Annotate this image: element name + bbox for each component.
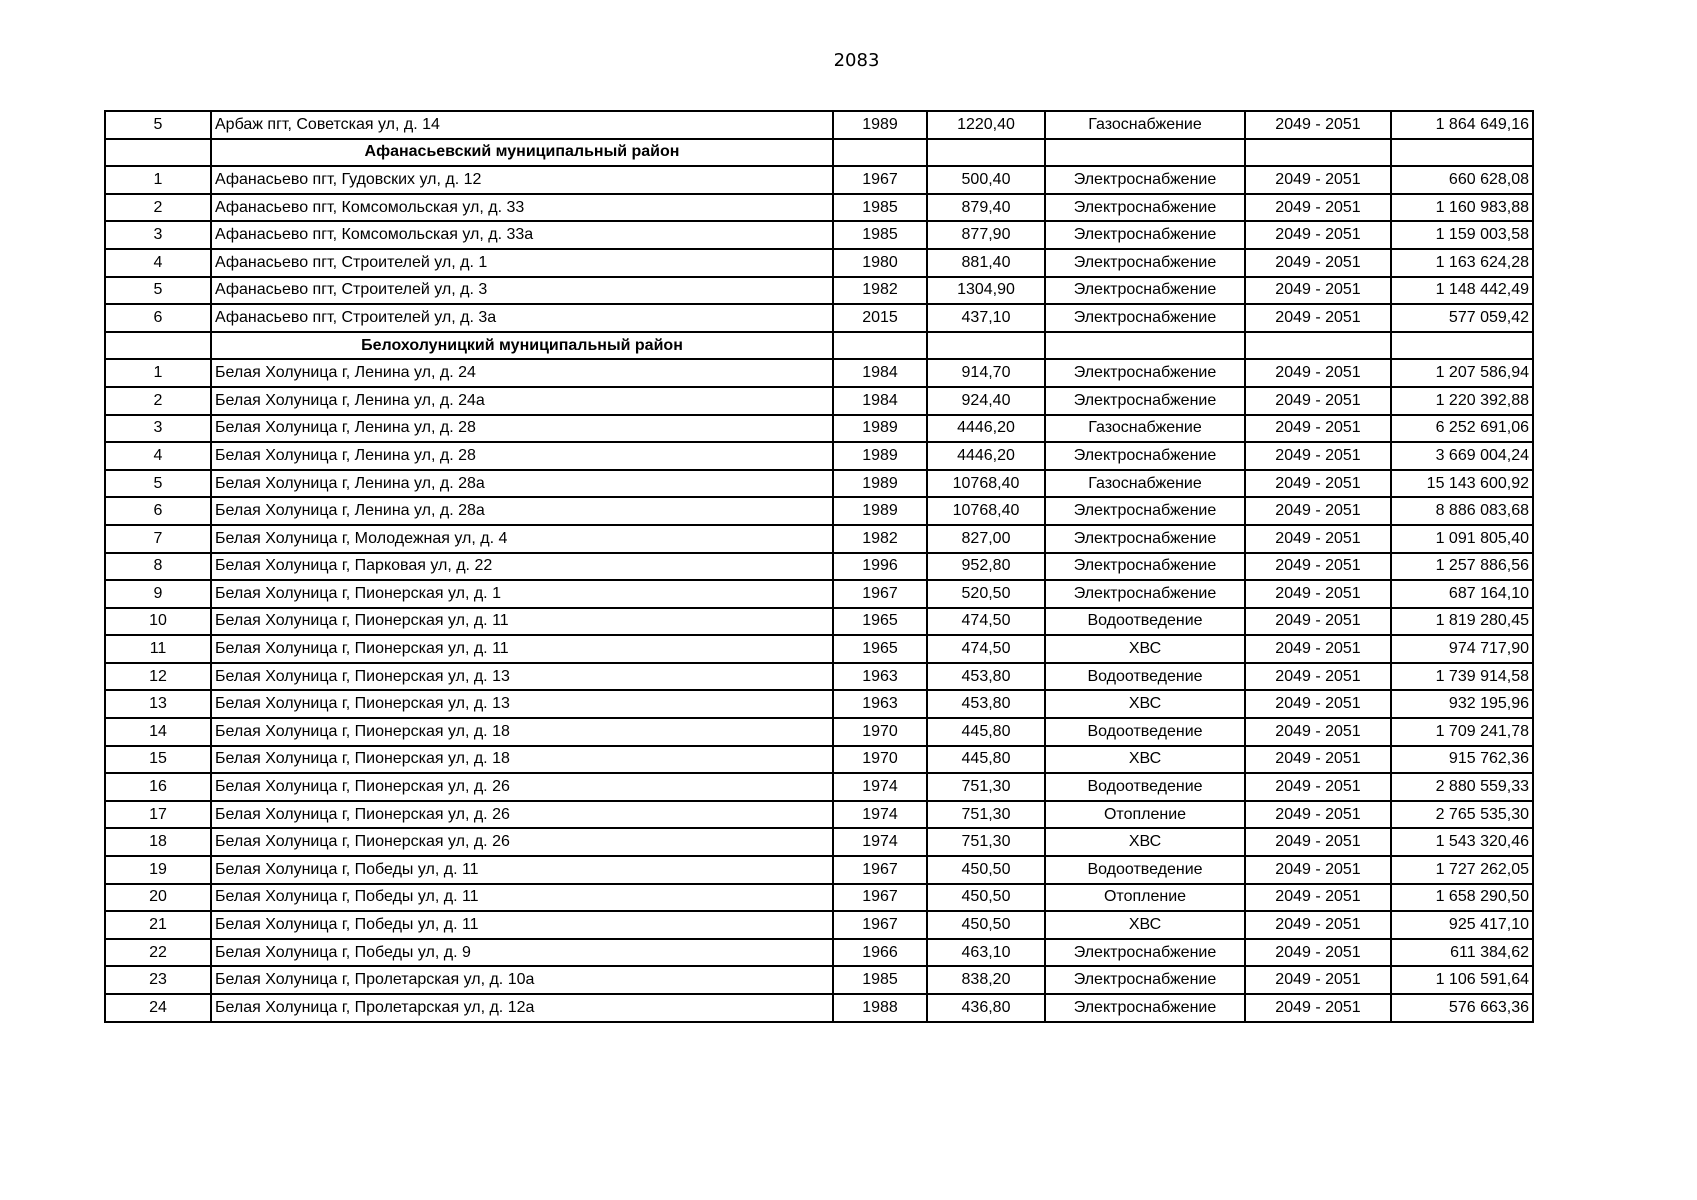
service-cell: Электроснабжение <box>1045 221 1245 249</box>
period-cell: 2049 - 2051 <box>1245 663 1391 691</box>
year-built-cell: 1963 <box>833 690 927 718</box>
service-cell: Электроснабжение <box>1045 939 1245 967</box>
service-cell: Электроснабжение <box>1045 277 1245 305</box>
address-cell: Белая Холуница г, Пионерская ул, д. 18 <box>211 718 833 746</box>
period-cell: 2049 - 2051 <box>1245 608 1391 636</box>
year-built-cell: 1989 <box>833 415 927 443</box>
cost-cell: 8 886 083,68 <box>1391 497 1533 525</box>
period-cell: 2049 - 2051 <box>1245 442 1391 470</box>
area-cell: 952,80 <box>927 553 1045 581</box>
period-cell: 2049 - 2051 <box>1245 939 1391 967</box>
area-cell: 450,50 <box>927 884 1045 912</box>
cost-cell: 974 717,90 <box>1391 635 1533 663</box>
cost-cell: 1 106 591,64 <box>1391 966 1533 994</box>
address-cell: Афанасьево пгт, Комсомольская ул, д. 33 <box>211 194 833 222</box>
address-cell: Афанасьево пгт, Строителей ул, д. 3 <box>211 277 833 305</box>
registry-body <box>105 111 1533 1022</box>
period-cell: 2049 - 2051 <box>1245 801 1391 829</box>
address-cell: Белая Холуница г, Ленина ул, д. 28 <box>211 415 833 443</box>
row-number: 12 <box>105 663 211 691</box>
cost-cell: 1 207 586,94 <box>1391 359 1533 387</box>
empty-cell <box>1245 139 1391 167</box>
address-cell: Белая Холуница г, Пионерская ул, д. 18 <box>211 746 833 774</box>
year-built-cell: 1967 <box>833 166 927 194</box>
year-built-cell: 1974 <box>833 828 927 856</box>
cost-cell: 687 164,10 <box>1391 580 1533 608</box>
address-cell: Белая Холуница г, Пионерская ул, д. 13 <box>211 690 833 718</box>
area-cell: 500,40 <box>927 166 1045 194</box>
year-built-cell: 1985 <box>833 966 927 994</box>
row-number: 4 <box>105 249 211 277</box>
year-built-cell: 1967 <box>833 856 927 884</box>
year-built-cell: 1989 <box>833 111 927 139</box>
table-row <box>105 470 1533 498</box>
area-cell: 10768,40 <box>927 497 1045 525</box>
empty-cell <box>105 139 211 167</box>
address-cell: Белая Холуница г, Пионерская ул, д. 11 <box>211 608 833 636</box>
year-built-cell: 1985 <box>833 194 927 222</box>
row-number: 21 <box>105 911 211 939</box>
address-cell: Арбаж пгт, Советская ул, д. 14 <box>211 111 833 139</box>
period-cell: 2049 - 2051 <box>1245 828 1391 856</box>
period-cell: 2049 - 2051 <box>1245 635 1391 663</box>
service-cell: Электроснабжение <box>1045 994 1245 1022</box>
table-row <box>105 194 1533 222</box>
address-cell: Афанасьево пгт, Строителей ул, д. 3а <box>211 304 833 332</box>
year-built-cell: 1970 <box>833 746 927 774</box>
table-row <box>105 553 1533 581</box>
cost-cell: 1 543 320,46 <box>1391 828 1533 856</box>
service-cell: Электроснабжение <box>1045 387 1245 415</box>
period-cell: 2049 - 2051 <box>1245 166 1391 194</box>
service-cell: Водоотведение <box>1045 856 1245 884</box>
table-row <box>105 801 1533 829</box>
empty-cell <box>927 332 1045 360</box>
service-cell: Электроснабжение <box>1045 166 1245 194</box>
address-cell: Белая Холуница г, Победы ул, д. 11 <box>211 911 833 939</box>
area-cell: 450,50 <box>927 911 1045 939</box>
row-number: 1 <box>105 359 211 387</box>
service-cell: ХВС <box>1045 690 1245 718</box>
area-cell: 520,50 <box>927 580 1045 608</box>
row-number: 15 <box>105 746 211 774</box>
cost-cell: 1 739 914,58 <box>1391 663 1533 691</box>
period-cell: 2049 - 2051 <box>1245 194 1391 222</box>
row-number: 5 <box>105 111 211 139</box>
district-heading: Белохолуницкий муниципальный район <box>211 332 833 360</box>
service-cell: Водоотведение <box>1045 773 1245 801</box>
service-cell: Электроснабжение <box>1045 497 1245 525</box>
table-row <box>105 442 1533 470</box>
table-row <box>105 718 1533 746</box>
year-built-cell: 1974 <box>833 773 927 801</box>
address-cell: Афанасьево пгт, Строителей ул, д. 1 <box>211 249 833 277</box>
table-row <box>105 635 1533 663</box>
service-cell: Газоснабжение <box>1045 111 1245 139</box>
area-cell: 474,50 <box>927 635 1045 663</box>
row-number: 13 <box>105 690 211 718</box>
row-number: 3 <box>105 415 211 443</box>
period-cell: 2049 - 2051 <box>1245 497 1391 525</box>
period-cell: 2049 - 2051 <box>1245 994 1391 1022</box>
cost-cell: 1 709 241,78 <box>1391 718 1533 746</box>
table-row <box>105 994 1533 1022</box>
row-number: 5 <box>105 277 211 305</box>
year-built-cell: 1985 <box>833 221 927 249</box>
year-built-cell: 1965 <box>833 608 927 636</box>
table-row <box>105 525 1533 553</box>
district-heading-row <box>105 139 1533 167</box>
cost-cell: 915 762,36 <box>1391 746 1533 774</box>
area-cell: 827,00 <box>927 525 1045 553</box>
table-row <box>105 939 1533 967</box>
row-number: 20 <box>105 884 211 912</box>
area-cell: 474,50 <box>927 608 1045 636</box>
year-built-cell: 1970 <box>833 718 927 746</box>
area-cell: 924,40 <box>927 387 1045 415</box>
row-number: 8 <box>105 553 211 581</box>
table-row <box>105 359 1533 387</box>
period-cell: 2049 - 2051 <box>1245 718 1391 746</box>
table-row <box>105 884 1533 912</box>
area-cell: 881,40 <box>927 249 1045 277</box>
cost-cell: 932 195,96 <box>1391 690 1533 718</box>
period-cell: 2049 - 2051 <box>1245 966 1391 994</box>
cost-cell: 1 091 805,40 <box>1391 525 1533 553</box>
row-number: 18 <box>105 828 211 856</box>
year-built-cell: 1967 <box>833 884 927 912</box>
address-cell: Белая Холуница г, Пролетарская ул, д. 10а <box>211 966 833 994</box>
area-cell: 445,80 <box>927 718 1045 746</box>
cost-cell: 6 252 691,06 <box>1391 415 1533 443</box>
area-cell: 436,80 <box>927 994 1045 1022</box>
empty-cell <box>1245 332 1391 360</box>
period-cell: 2049 - 2051 <box>1245 553 1391 581</box>
address-cell: Белая Холуница г, Пионерская ул, д. 26 <box>211 828 833 856</box>
service-cell: Электроснабжение <box>1045 442 1245 470</box>
area-cell: 445,80 <box>927 746 1045 774</box>
year-built-cell: 1989 <box>833 497 927 525</box>
period-cell: 2049 - 2051 <box>1245 525 1391 553</box>
cost-cell: 2 765 535,30 <box>1391 801 1533 829</box>
table-row <box>105 966 1533 994</box>
area-cell: 838,20 <box>927 966 1045 994</box>
service-cell: Водоотведение <box>1045 718 1245 746</box>
address-cell: Белая Холуница г, Молодежная ул, д. 4 <box>211 525 833 553</box>
area-cell: 1220,40 <box>927 111 1045 139</box>
row-number: 6 <box>105 497 211 525</box>
cost-cell: 1 864 649,16 <box>1391 111 1533 139</box>
service-cell: Электроснабжение <box>1045 553 1245 581</box>
cost-cell: 660 628,08 <box>1391 166 1533 194</box>
service-cell: Газоснабжение <box>1045 470 1245 498</box>
district-heading: Афанасьевский муниципальный район <box>211 139 833 167</box>
period-cell: 2049 - 2051 <box>1245 580 1391 608</box>
row-number: 11 <box>105 635 211 663</box>
area-cell: 877,90 <box>927 221 1045 249</box>
service-cell: Электроснабжение <box>1045 249 1245 277</box>
empty-cell <box>1391 332 1533 360</box>
period-cell: 2049 - 2051 <box>1245 856 1391 884</box>
service-cell: ХВС <box>1045 635 1245 663</box>
empty-cell <box>927 139 1045 167</box>
period-cell: 2049 - 2051 <box>1245 911 1391 939</box>
cost-cell: 1 163 624,28 <box>1391 249 1533 277</box>
address-cell: Афанасьево пгт, Комсомольская ул, д. 33а <box>211 221 833 249</box>
year-built-cell: 2015 <box>833 304 927 332</box>
year-built-cell: 1974 <box>833 801 927 829</box>
cost-cell: 611 384,62 <box>1391 939 1533 967</box>
address-cell: Белая Холуница г, Ленина ул, д. 28 <box>211 442 833 470</box>
year-built-cell: 1982 <box>833 525 927 553</box>
cost-cell: 3 669 004,24 <box>1391 442 1533 470</box>
table-row <box>105 249 1533 277</box>
area-cell: 10768,40 <box>927 470 1045 498</box>
cost-cell: 2 880 559,33 <box>1391 773 1533 801</box>
year-built-cell: 1984 <box>833 387 927 415</box>
address-cell: Белая Холуница г, Пионерская ул, д. 26 <box>211 773 833 801</box>
year-built-cell: 1963 <box>833 663 927 691</box>
row-number: 4 <box>105 442 211 470</box>
year-built-cell: 1989 <box>833 442 927 470</box>
row-number: 6 <box>105 304 211 332</box>
area-cell: 1304,90 <box>927 277 1045 305</box>
page-number: 2083 <box>833 50 880 71</box>
cost-cell: 1 658 290,50 <box>1391 884 1533 912</box>
period-cell: 2049 - 2051 <box>1245 415 1391 443</box>
area-cell: 751,30 <box>927 828 1045 856</box>
service-cell: ХВС <box>1045 746 1245 774</box>
row-number: 17 <box>105 801 211 829</box>
address-cell: Белая Холуница г, Пионерская ул, д. 13 <box>211 663 833 691</box>
row-number: 23 <box>105 966 211 994</box>
table-row <box>105 497 1533 525</box>
period-cell: 2049 - 2051 <box>1245 359 1391 387</box>
service-cell: Водоотведение <box>1045 663 1245 691</box>
address-cell: Белая Холуница г, Победы ул, д. 11 <box>211 884 833 912</box>
empty-cell <box>833 332 927 360</box>
period-cell: 2049 - 2051 <box>1245 387 1391 415</box>
period-cell: 2049 - 2051 <box>1245 277 1391 305</box>
cost-cell: 1 727 262,05 <box>1391 856 1533 884</box>
cost-cell: 1 819 280,45 <box>1391 608 1533 636</box>
address-cell: Белая Холуница г, Пролетарская ул, д. 12а <box>211 994 833 1022</box>
table-row <box>105 856 1533 884</box>
row-number: 14 <box>105 718 211 746</box>
row-number: 10 <box>105 608 211 636</box>
service-cell: Электроснабжение <box>1045 580 1245 608</box>
address-cell: Белая Холуница г, Победы ул, д. 9 <box>211 939 833 967</box>
cost-cell: 577 059,42 <box>1391 304 1533 332</box>
table-row <box>105 415 1533 443</box>
table-row <box>105 277 1533 305</box>
empty-cell <box>1045 139 1245 167</box>
year-built-cell: 1965 <box>833 635 927 663</box>
table-row <box>105 828 1533 856</box>
cost-cell: 1 159 003,58 <box>1391 221 1533 249</box>
row-number: 22 <box>105 939 211 967</box>
period-cell: 2049 - 2051 <box>1245 221 1391 249</box>
period-cell: 2049 - 2051 <box>1245 884 1391 912</box>
row-number: 5 <box>105 470 211 498</box>
service-cell: Электроснабжение <box>1045 359 1245 387</box>
area-cell: 4446,20 <box>927 415 1045 443</box>
year-built-cell: 1996 <box>833 553 927 581</box>
table-row <box>105 911 1533 939</box>
row-number: 9 <box>105 580 211 608</box>
table-row <box>105 773 1533 801</box>
row-number: 3 <box>105 221 211 249</box>
cost-cell: 1 160 983,88 <box>1391 194 1533 222</box>
area-cell: 450,50 <box>927 856 1045 884</box>
year-built-cell: 1967 <box>833 911 927 939</box>
area-cell: 879,40 <box>927 194 1045 222</box>
row-number: 24 <box>105 994 211 1022</box>
table-row <box>105 111 1533 139</box>
year-built-cell: 1967 <box>833 580 927 608</box>
year-built-cell: 1980 <box>833 249 927 277</box>
service-cell: Электроснабжение <box>1045 194 1245 222</box>
area-cell: 437,10 <box>927 304 1045 332</box>
cost-cell: 576 663,36 <box>1391 994 1533 1022</box>
period-cell: 2049 - 2051 <box>1245 304 1391 332</box>
service-cell: Электроснабжение <box>1045 966 1245 994</box>
address-cell: Белая Холуница г, Победы ул, д. 11 <box>211 856 833 884</box>
year-built-cell: 1966 <box>833 939 927 967</box>
service-cell: Отопление <box>1045 884 1245 912</box>
table-row <box>105 387 1533 415</box>
period-cell: 2049 - 2051 <box>1245 690 1391 718</box>
table-row <box>105 608 1533 636</box>
cost-cell: 925 417,10 <box>1391 911 1533 939</box>
period-cell: 2049 - 2051 <box>1245 111 1391 139</box>
cost-cell: 1 220 392,88 <box>1391 387 1533 415</box>
period-cell: 2049 - 2051 <box>1245 470 1391 498</box>
row-number: 2 <box>105 387 211 415</box>
service-cell: Электроснабжение <box>1045 304 1245 332</box>
service-cell: ХВС <box>1045 911 1245 939</box>
address-cell: Афанасьево пгт, Гудовских ул, д. 12 <box>211 166 833 194</box>
table-row <box>105 746 1533 774</box>
address-cell: Белая Холуница г, Парковая ул, д. 22 <box>211 553 833 581</box>
area-cell: 751,30 <box>927 801 1045 829</box>
registry-table <box>104 110 1534 1023</box>
district-heading-row <box>105 332 1533 360</box>
address-cell: Белая Холуница г, Пионерская ул, д. 1 <box>211 580 833 608</box>
cost-cell: 1 148 442,49 <box>1391 277 1533 305</box>
address-cell: Белая Холуница г, Ленина ул, д. 28а <box>211 470 833 498</box>
year-built-cell: 1982 <box>833 277 927 305</box>
table-row <box>105 690 1533 718</box>
table-row <box>105 166 1533 194</box>
empty-cell <box>1045 332 1245 360</box>
period-cell: 2049 - 2051 <box>1245 249 1391 277</box>
cost-cell: 1 257 886,56 <box>1391 553 1533 581</box>
area-cell: 4446,20 <box>927 442 1045 470</box>
table-row <box>105 580 1533 608</box>
table-row <box>105 663 1533 691</box>
area-cell: 463,10 <box>927 939 1045 967</box>
address-cell: Белая Холуница г, Пионерская ул, д. 11 <box>211 635 833 663</box>
service-cell: ХВС <box>1045 828 1245 856</box>
empty-cell <box>1391 139 1533 167</box>
address-cell: Белая Холуница г, Ленина ул, д. 24 <box>211 359 833 387</box>
table-row <box>105 304 1533 332</box>
period-cell: 2049 - 2051 <box>1245 746 1391 774</box>
area-cell: 751,30 <box>927 773 1045 801</box>
row-number: 1 <box>105 166 211 194</box>
address-cell: Белая Холуница г, Ленина ул, д. 28а <box>211 497 833 525</box>
address-cell: Белая Холуница г, Пионерская ул, д. 26 <box>211 801 833 829</box>
service-cell: Отопление <box>1045 801 1245 829</box>
area-cell: 453,80 <box>927 663 1045 691</box>
row-number: 16 <box>105 773 211 801</box>
cost-cell: 15 143 600,92 <box>1391 470 1533 498</box>
table-row <box>105 221 1533 249</box>
area-cell: 914,70 <box>927 359 1045 387</box>
address-cell: Белая Холуница г, Ленина ул, д. 24а <box>211 387 833 415</box>
service-cell: Электроснабжение <box>1045 525 1245 553</box>
row-number: 2 <box>105 194 211 222</box>
service-cell: Водоотведение <box>1045 608 1245 636</box>
row-number: 7 <box>105 525 211 553</box>
year-built-cell: 1989 <box>833 470 927 498</box>
area-cell: 453,80 <box>927 690 1045 718</box>
empty-cell <box>105 332 211 360</box>
service-cell: Газоснабжение <box>1045 415 1245 443</box>
year-built-cell: 1988 <box>833 994 927 1022</box>
year-built-cell: 1984 <box>833 359 927 387</box>
period-cell: 2049 - 2051 <box>1245 773 1391 801</box>
empty-cell <box>833 139 927 167</box>
row-number: 19 <box>105 856 211 884</box>
